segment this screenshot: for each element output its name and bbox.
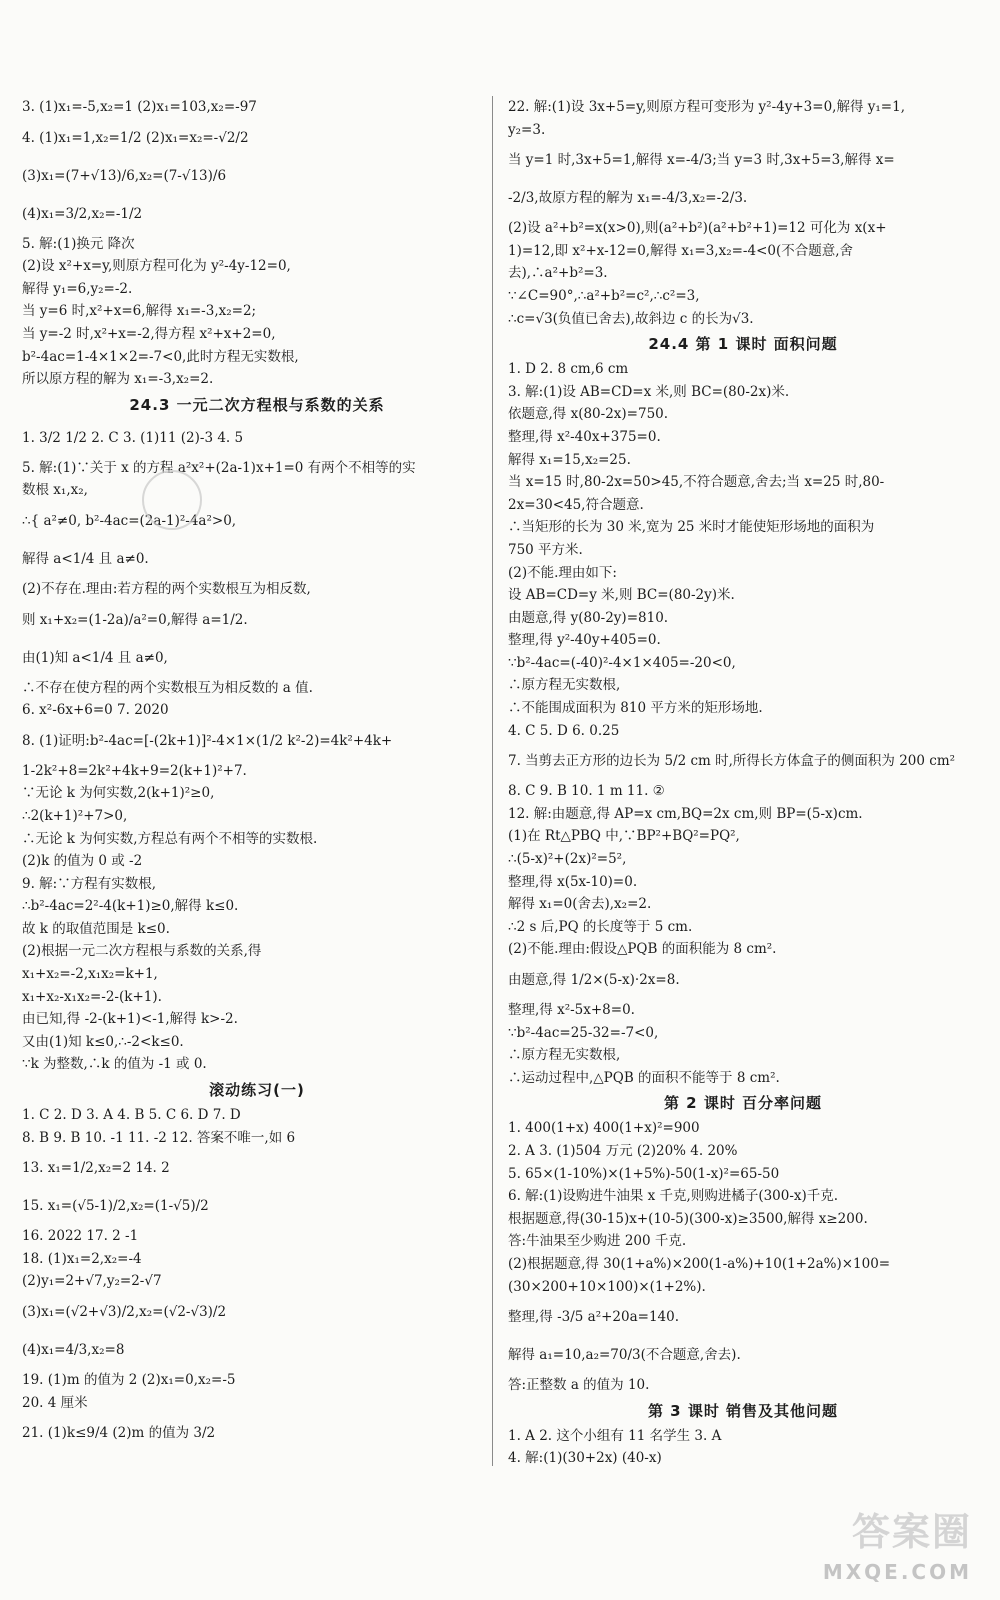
answer-line: ∴不存在使方程的两个实数根互为相反数的 a 值. [22, 679, 313, 696]
answer-line: ∴不能围成面积为 810 平方米的矩形场地. [508, 700, 763, 717]
answer-line: 由题意,得 1/2×(5-x)·2x=8. [508, 972, 680, 988]
answer-line: 18. (1)x₁=2,x₂=-4 [22, 1250, 142, 1267]
answer-line: 1)=12,即 x²+x-12=0,解得 x₁=3,x₂=-4<0(不合题意,舍 [508, 242, 854, 259]
answer-line: 当 y=-2 时,x²+x=-2,得方程 x²+x+2=0, [22, 325, 276, 342]
answer-line: (1)在 Rt△PBQ 中,∵BP²+BQ²=PQ², [508, 828, 740, 845]
answer-line: 4. 解:(1)(30+2x) (40-x) [508, 1450, 662, 1467]
answer-line: 解得 a₁=10,a₂=70/3(不合题意,舍去). [508, 1347, 741, 1364]
answer-line: (2)根据一元二次方程根与系数的关系,得 [22, 943, 262, 960]
right-answer-column [508, 96, 978, 1470]
answer-line: 则 x₁+x₂=(1-2a)/a²=0,解得 a=1/2. [22, 611, 248, 628]
section-heading: 第 2 课时 百分率问题 [663, 1094, 823, 1113]
answer-line: 1. 400(1+x) 400(1+x)²=900 [508, 1120, 700, 1137]
answer-line: 1. C 2. D 3. A 4. B 5. C 6. D 7. D [22, 1107, 241, 1124]
answer-line: 8. (1)证明:b²-4ac=[-(2k+1)]²-4×1×(1/2 k²-2)=4k²+4k+ [22, 732, 393, 749]
answer-line: 21. (1)k≤9/4 (2)m 的值为 3/2 [22, 1425, 216, 1442]
answer-line: (3)x₁=(√2+√3)/2,x₂=(√2-√3)/2 [22, 1304, 227, 1320]
answer-line: 1. D 2. 8 cm,6 cm [508, 361, 629, 378]
answer-line: (2)y₁=2+√7,y₂=2-√7 [22, 1273, 162, 1290]
answer-line: 4. (1)x₁=1,x₂=1/2 (2)x₁=x₂=-√2/2 [22, 129, 249, 146]
answer-line: 答:正整数 a 的值为 10. [508, 1377, 650, 1394]
answer-line: ∴2(k+1)²+7>0, [22, 807, 128, 824]
answer-line: 5. 解:(1)换元 降次 [22, 235, 135, 252]
answer-line: ∴原方程无实数根, [508, 677, 621, 694]
answer-line: (2)k 的值为 0 或 -2 [22, 853, 143, 870]
answer-line: 整理,得 x²-5x+8=0. [508, 1002, 635, 1018]
answer-line: ∴原方程无实数根, [508, 1047, 621, 1064]
answer-line: ∴c=√3(负值已舍去),故斜边 c 的长为√3. [508, 310, 754, 327]
answer-line: 2x=30<45,符合题意. [508, 496, 644, 513]
answer-line: 当 y=6 时,x²+x=6,解得 x₁=-3,x₂=2; [22, 303, 257, 320]
answer-line: (4)x₁=3/2,x₂=-1/2 [22, 205, 143, 222]
answer-line: 去),∴a²+b²=3. [508, 265, 608, 282]
answer-line: 13. x₁=1/2,x₂=2 14. 2 [22, 1160, 170, 1177]
answer-line: (2)不能.理由如下: [508, 564, 617, 581]
answer-line: 1. 3/2 1/2 2. C 3. (1)11 (2)-3 4. 5 [22, 429, 244, 446]
answer-line: 故 k 的取值范围是 k≤0. [22, 920, 170, 937]
answer-line: 整理,得 -3/5 a²+20a=140. [508, 1309, 680, 1326]
watermark-logo: 答案圈 [851, 1510, 972, 1554]
answer-line: 6. 解:(1)设购进牛油果 x 千克,则购进橘子(300-x)千克. [508, 1188, 839, 1205]
answer-line: (30×200+10×100)×(1+2%). [508, 1278, 706, 1295]
section-heading: 24.3 一元二次方程根与系数的关系 [129, 395, 385, 414]
answer-line: 当 x=15 时,80-2x=50>45,不符合题意,舍去;当 x=25 时,80- [508, 474, 885, 491]
answer-line: 20. 4 厘米 [22, 1394, 88, 1411]
answer-line: 5. 65×(1-10%)×(1+5%)-50(1-x)²=65-50 [508, 1165, 780, 1182]
answer-line: (2)不存在.理由:若方程的两个实数根互为相反数, [22, 580, 311, 597]
answer-line: -2/3,故原方程的解为 x₁=-4/3,x₂=-2/3. [508, 190, 748, 207]
section-heading: 滚动练习(一) [209, 1081, 305, 1100]
answer-line: 7. 当剪去正方形的边长为 5/2 cm 时,所得长方体盒子的侧面积为 200 cm² [508, 753, 956, 770]
section-heading: 第 3 课时 销售及其他问题 [647, 1401, 839, 1420]
answer-line: ∴2 s 后,PQ 的长度等于 5 cm. [508, 918, 693, 935]
answer-line: 3. 解:(1)设 AB=CD=x 米,则 BC=(80-2x)米. [508, 383, 790, 400]
answer-line: 答:牛油果至少购进 200 千克. [508, 1233, 687, 1250]
answer-line: y₂=3. [508, 121, 546, 138]
left-answer-column [22, 96, 492, 1452]
answer-line: ∴(5-x)²+(2x)²=5², [508, 851, 627, 868]
answer-line: 解得 a<1/4 且 a≠0. [22, 550, 149, 567]
answer-line: ∵b²-4ac=25-32=-7<0, [508, 1024, 659, 1041]
answer-line: ∴b²-4ac=2²-4(k+1)≥0,解得 k≤0. [22, 898, 239, 915]
answer-line: x₁+x₂-x₁x₂=-2-(k+1). [22, 988, 162, 1005]
answer-line: 4. C 5. D 6. 0.25 [508, 722, 620, 739]
answer-line: x₁+x₂=-2,x₁x₂=k+1, [22, 966, 158, 983]
answer-line: 整理,得 x(5x-10)=0. [508, 873, 638, 890]
answer-line: ∵k 为整数,∴k 的值为 -1 或 0. [22, 1056, 207, 1073]
answer-line: b²-4ac=1-4×1×2=-7<0,此时方程无实数根, [22, 348, 299, 365]
answer-line: (2)根据题意,得 30(1+a%)×200(1-a%)+10(1+2a%)×100= [508, 1255, 891, 1272]
answer-line: (3)x₁=(7+√13)/6,x₂=(7-√13)/6 [22, 167, 227, 184]
answer-line: (4)x₁=4/3,x₂=8 [22, 1342, 125, 1358]
answer-line: 19. (1)m 的值为 2 (2)x₁=0,x₂=-5 [22, 1372, 236, 1388]
answer-line: 解得 x₁=0(舍去),x₂=2. [508, 896, 652, 913]
answer-line: 由题意,得 y(80-2y)=810. [508, 609, 669, 626]
answer-line: 5. 解:(1)∵关于 x 的方程 a²x²+(2a-1)x+1=0 有两个不相等的实 [22, 459, 416, 476]
answer-line: 整理,得 y²-40y+405=0. [508, 632, 661, 649]
answer-line: ∵无论 k 为何实数,2(k+1)²≥0, [22, 785, 215, 802]
answer-line: (2)不能.理由:假设△PQB 的面积能为 8 cm². [508, 941, 777, 958]
answer-line: 1. A 2. 这个小组有 11 名学生 3. A [508, 1427, 722, 1444]
answer-line: ∵∠C=90°,∴a²+b²=c²,∴c²=3, [508, 287, 700, 304]
answer-line: 设 AB=CD=y 米,则 BC=(80-2y)米. [508, 587, 735, 604]
answer-line: 根据题意,得(30-15)x+(10-5)(300-x)≥3500,解得 x≥200. [508, 1210, 868, 1227]
answer-line: 9. 解:∵方程有实数根, [22, 875, 157, 892]
answer-line: ∵b²-4ac=(-40)²-4×1×405=-20<0, [508, 654, 736, 671]
answer-line: 12. 解:由题意,得 AP=x cm,BQ=2x cm,则 BP=(5-x)cm. [508, 805, 863, 822]
answer-line: 解得 x₁=15,x₂=25. [508, 451, 631, 468]
answer-line: (2)设 x²+x=y,则原方程可化为 y²-4y-12=0, [22, 258, 291, 275]
answer-line: 750 平方米. [508, 541, 583, 558]
answer-line: 当 y=1 时,3x+5=1,解得 x=-4/3;当 y=3 时,3x+5=3,解得 x= [508, 152, 895, 169]
answer-line: 依题意,得 x(80-2x)=750. [508, 406, 669, 423]
answer-line: 22. 解:(1)设 3x+5=y,则原方程可变形为 y²-4y+3=0,解得 y₁=1, [508, 99, 905, 115]
answer-line: 8. C 9. B 10. 1 m 11. ② [508, 783, 665, 800]
answer-line: 解得 y₁=6,y₂=-2. [22, 280, 133, 297]
answer-line: 所以原方程的解为 x₁=-3,x₂=2. [22, 371, 214, 388]
answer-line: 8. B 9. B 10. -1 11. -2 12. 答案不唯一,如 6 [22, 1129, 296, 1146]
answer-line: 16. 2022 17. 2 -1 [22, 1228, 139, 1245]
answer-line: 由已知,得 -2-(k+1)<-1,解得 k>-2. [22, 1011, 238, 1028]
faint-stamp [142, 470, 202, 530]
answer-line: 由(1)知 a<1/4 且 a≠0, [22, 649, 168, 666]
answer-line: 又由(1)知 k≤0,∴-2<k≤0. [22, 1033, 184, 1050]
answer-line: 15. x₁=(√5-1)/2,x₂=(1-√5)/2 [22, 1198, 209, 1215]
answer-line: 整理,得 x²-40x+375=0. [508, 428, 661, 445]
answer-line: (2)设 a²+b²=x(x>0),则(a²+b²)(a²+b²+1)=12 可化为 x(x+ [508, 220, 887, 237]
answer-line: ∴{ a²≠0, b²-4ac=(2a-1)²-4a²>0, [22, 512, 237, 529]
watermark-site: MXQE.COM [822, 1560, 972, 1584]
answer-line: 6. x²-6x+6=0 7. 2020 [22, 702, 169, 719]
answer-line: ∴当矩形的长为 30 米,宽为 25 米时才能使矩形场地的面积为 [508, 519, 875, 536]
answer-line: 3. (1)x₁=-5,x₂=1 (2)x₁=103,x₂=-97 [22, 99, 257, 115]
answer-line: 2. A 3. (1)504 万元 (2)20% 4. 20% [508, 1142, 738, 1159]
answer-line: ∴无论 k 为何实数,方程总有两个不相等的实数根. [22, 830, 318, 847]
section-heading: 24.4 第 1 课时 面积问题 [648, 335, 838, 354]
answer-line: ∴运动过程中,△PQB 的面积不能等于 8 cm². [508, 1069, 780, 1086]
column-divider [492, 96, 493, 1466]
answer-line: 1-2k²+8=2k²+4k+9=2(k+1)²+7. [22, 762, 247, 779]
answer-line: 数根 x₁,x₂, [22, 482, 88, 499]
